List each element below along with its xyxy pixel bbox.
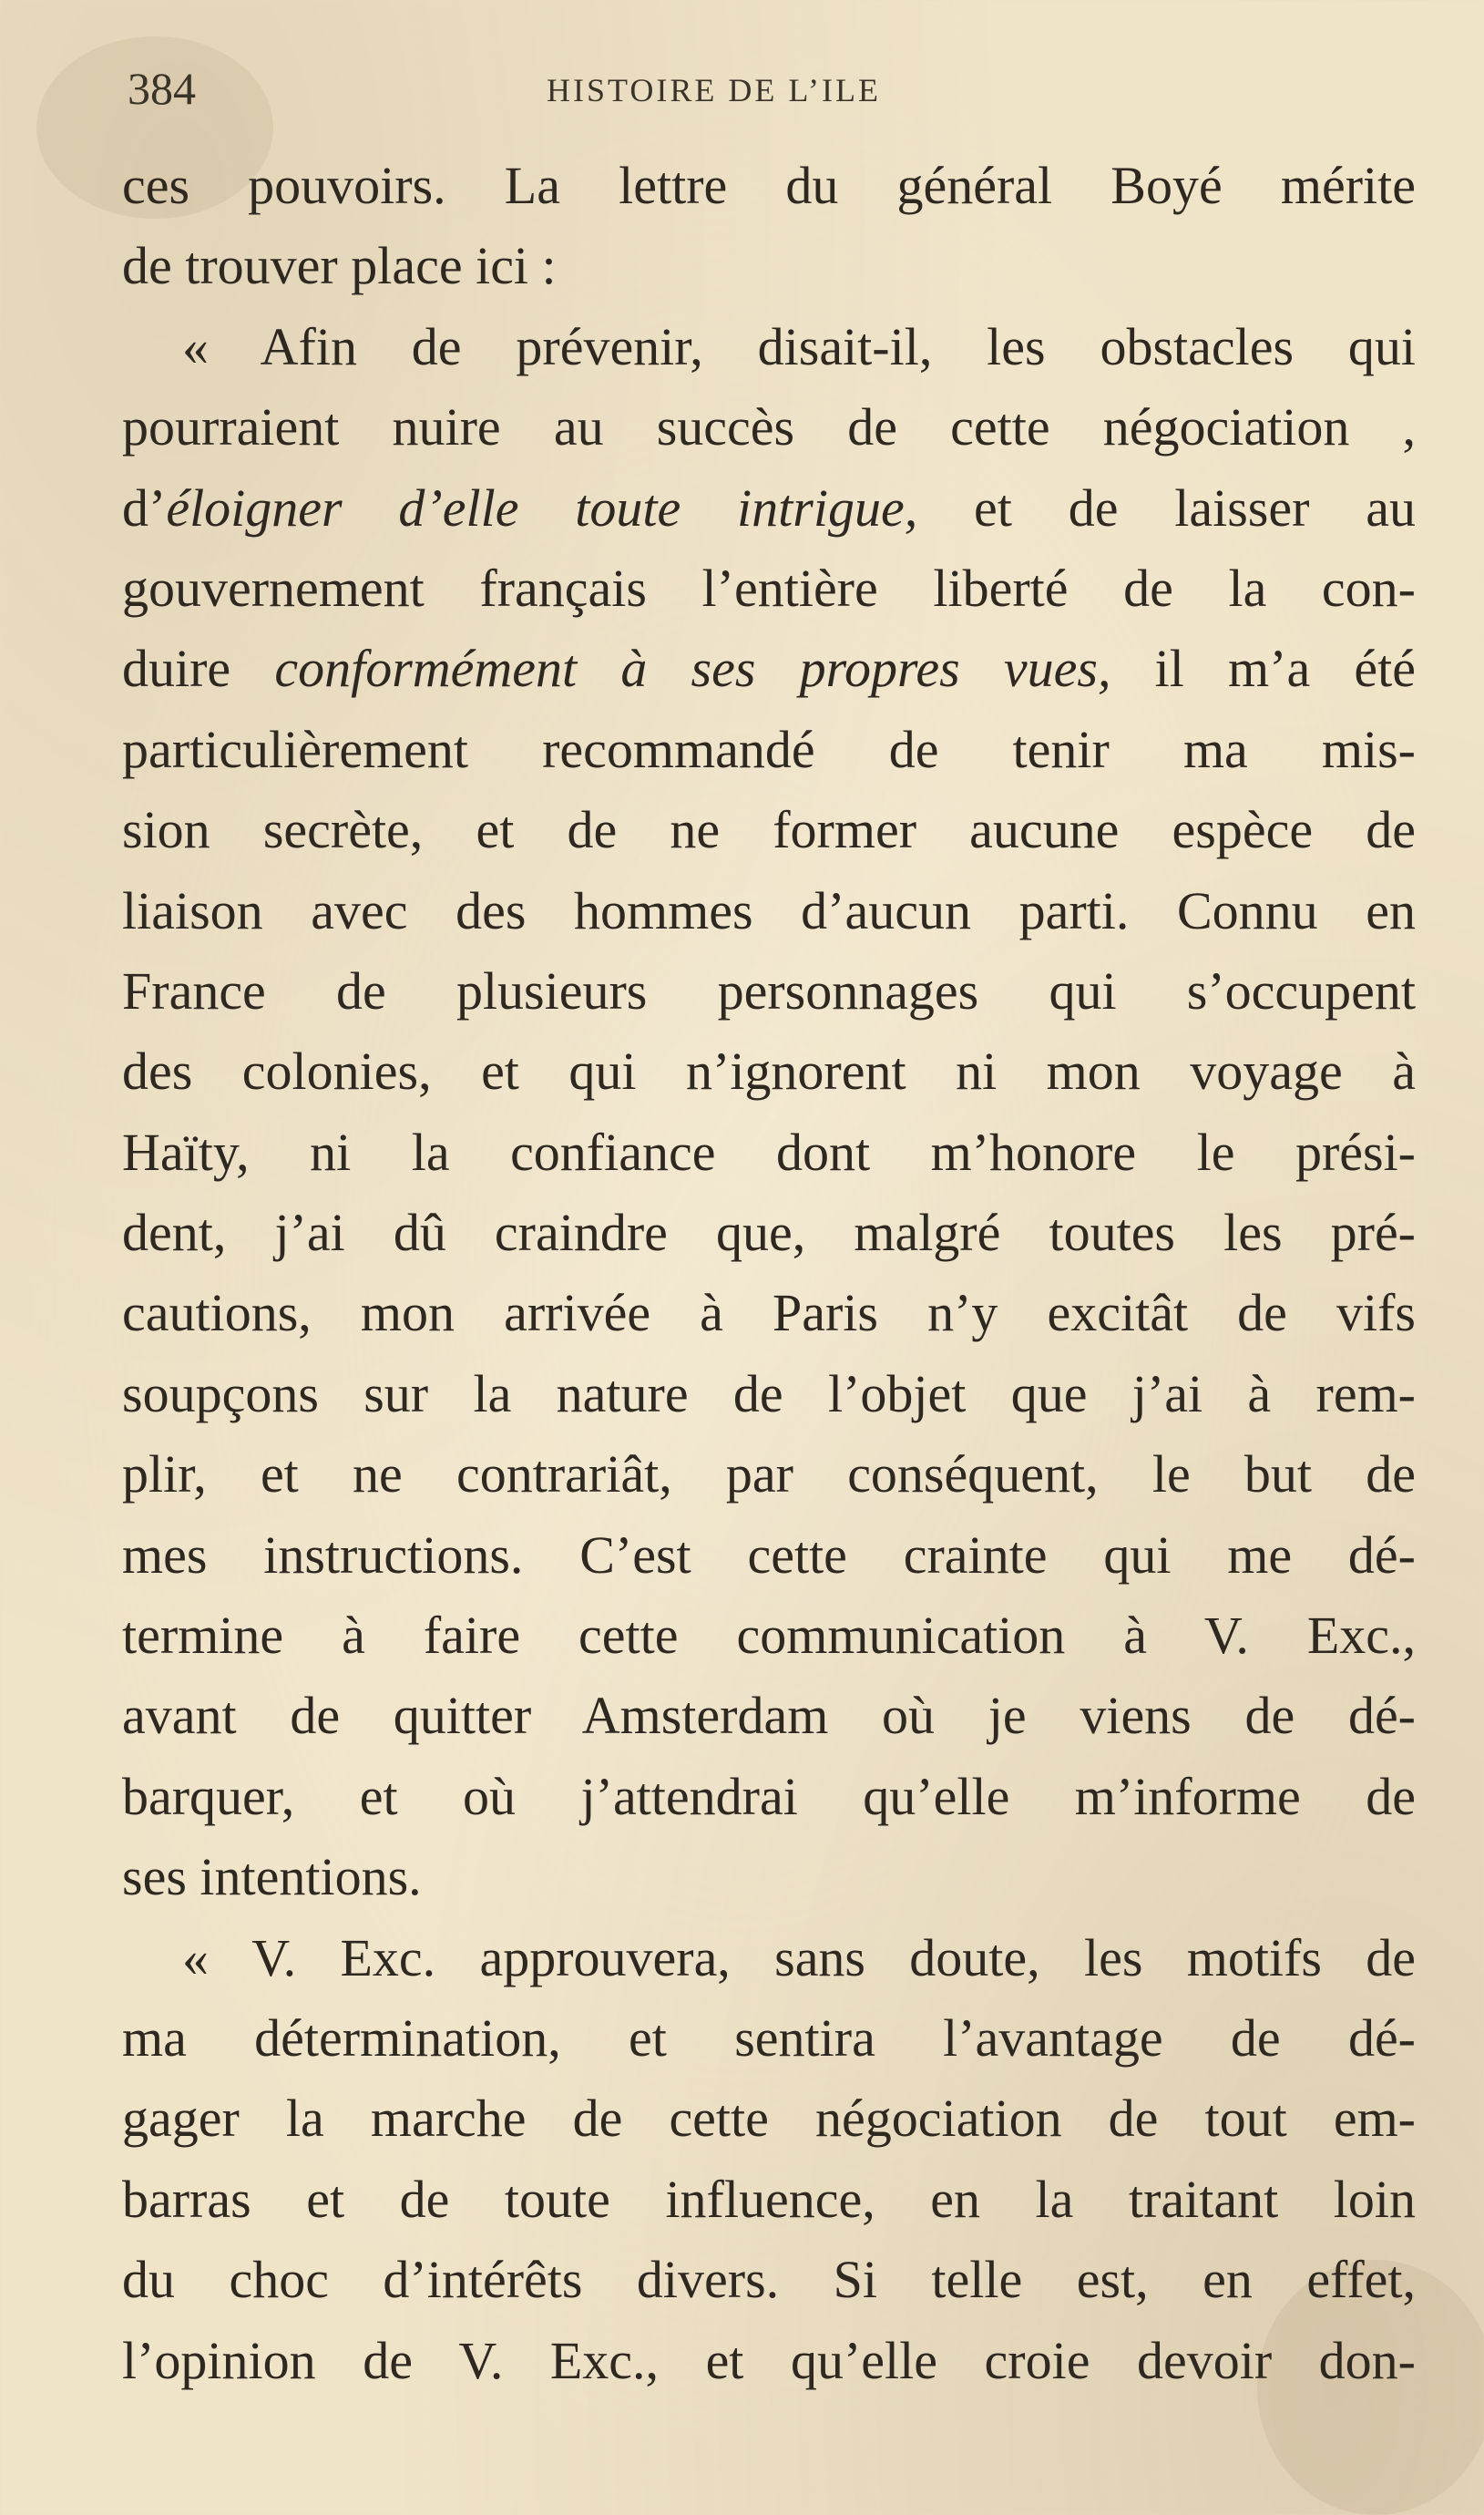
page-number: 384: [128, 63, 196, 114]
italic-text: éloigner d’elle toute intrigue,: [166, 477, 918, 538]
text-segment: et de laisser au: [917, 477, 1416, 538]
text-segment: il m’a été: [1110, 639, 1416, 699]
italic-text: conformément à ses propres vues,: [274, 639, 1111, 699]
text-line: ma détermination, et sentira l’avantage de dé-: [122, 2007, 1416, 2068]
text-line: cautions, mon arrivée à Paris n’y excitât de vifs: [122, 1283, 1416, 1343]
text-line: mes instructions. C’est cette crainte qui me dé-: [122, 1524, 1416, 1585]
text-line: gouvernement français l’entière liberté de la con-: [122, 558, 1416, 618]
text-line: [122, 468, 1416, 549]
text-segment: d’: [122, 477, 167, 538]
text-line: ces pouvoirs. La lettre du général Boyé mérite: [122, 156, 1416, 215]
text-line: du choc d’intérêts divers. Si telle est, en effet,: [122, 2250, 1416, 2310]
page-header: [128, 56, 1420, 120]
text-line: gager la marche de cette négociation de tout em-: [122, 2089, 1416, 2149]
text-line: barquer, et où j’attendrai qu’elle m’informe de: [122, 1766, 1416, 1826]
text-line: pourraient nuire au succès de cette négociation ,: [122, 397, 1416, 457]
text-line: [122, 629, 1416, 709]
text-line: plir, et ne contrariât, par conséquent, le but de: [122, 1444, 1416, 1504]
text-line: des colonies, et qui n’ignorent ni mon voyage à: [122, 1042, 1416, 1102]
text-line: France de plusieurs personnages qui s’occupent: [122, 960, 1416, 1021]
text-line: liaison avec des hommes d’aucun parti. Connu en: [122, 880, 1416, 940]
text-line: barras et de toute influence, en la traitant loin: [122, 2169, 1416, 2229]
text-line: termine à faire cette communication à V. Exc.,: [122, 1606, 1416, 1666]
text-line: « V. Exc. approuvera, sans doute, les motifs de: [182, 1927, 1416, 1987]
text-line: ses intentions.: [122, 1847, 422, 1907]
text-line: particulièrement recommandé de tenir ma mis-: [122, 719, 1416, 779]
text-line: dent, j’ai dû craindre que, malgré toutes les pré-: [122, 1203, 1416, 1263]
text-line: soupçons sur la nature de l’objet que j’ai à rem-: [122, 1363, 1416, 1423]
text-segment: duire: [122, 639, 275, 699]
body-text: [122, 146, 1416, 2401]
running-title: HISTOIRE DE L’ILE: [547, 72, 881, 108]
text-line: l’opinion de V. Exc., et qu’elle croie devoir don-: [122, 2330, 1416, 2390]
text-line: sion secrète, et de ne former aucune espèce de: [122, 800, 1416, 860]
text-line: Haïty, ni la confiance dont m’honore le prési-: [122, 1122, 1416, 1182]
text-line: « Afin de prévenir, disait-il, les obstacles qui: [182, 316, 1416, 376]
text-line: avant de quitter Amsterdam où je viens de dé-: [122, 1686, 1416, 1746]
text-line: de trouver place ici :: [122, 236, 557, 296]
